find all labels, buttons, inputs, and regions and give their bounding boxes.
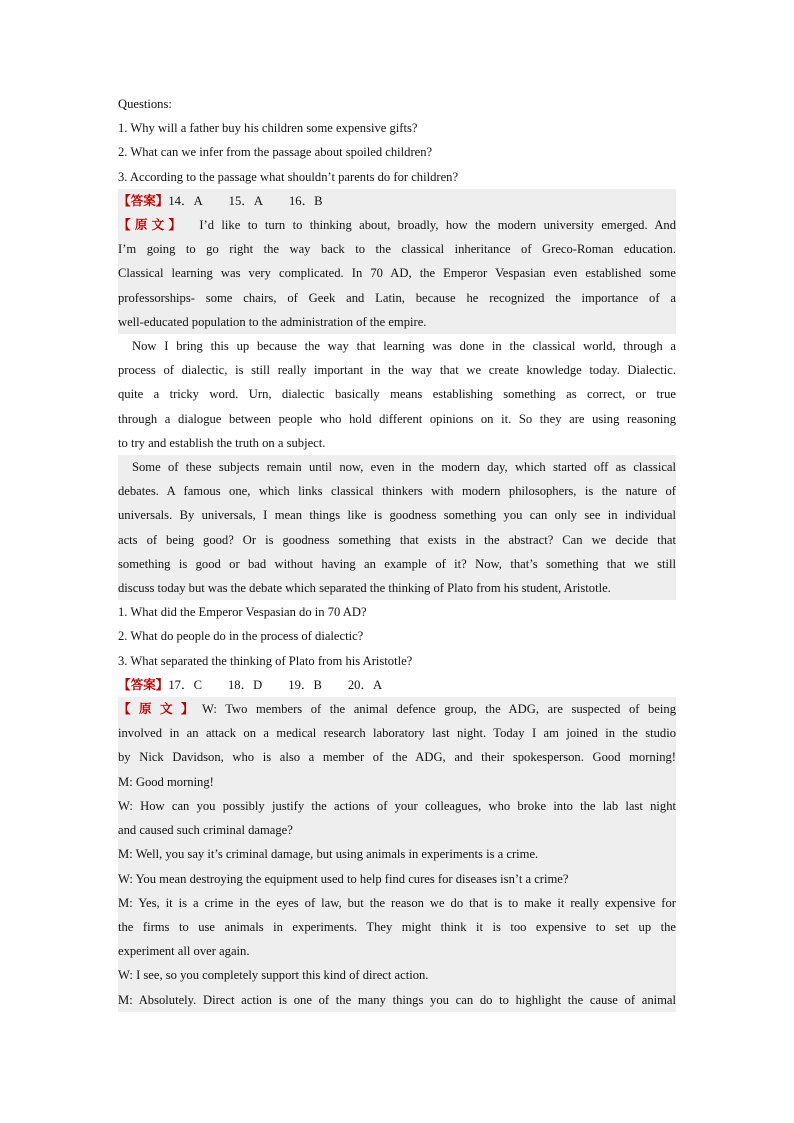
answer-item: 15．A — [228, 193, 263, 208]
transcript-line: experiment all over again. — [118, 939, 676, 963]
transcript-line: 【原文】 I’d like to turn to thinking about, broadly, how the modern university emerged. And — [118, 213, 676, 237]
transcript-line: and caused such criminal damage? — [118, 818, 676, 842]
transcript-line: M: Absolutely. Direct action is one of the many things you can do to highlight the cause of animal — [118, 988, 676, 1012]
transcript-line: quite a tricky word. Urn, dialectic basically means establishing something as correct, or true — [118, 387, 676, 402]
transcript-line: Some of these subjects remain until now, even in the modern day, which started off as classical — [118, 455, 676, 479]
question-line: 1. Why will a father buy his children some expensive gifts? — [118, 121, 418, 136]
transcript-line: process of dialectic, is still really important in the way that we create knowledge today. Dialectic. — [118, 363, 676, 378]
answer-item: 17．C — [168, 677, 202, 692]
transcript-line: Classical learning was very complicated. In 70 AD, the Emperor Vespasian even established some — [118, 261, 676, 285]
transcript-line: W: How can you possibly justify the actions of your colleagues, who broke into the lab last night — [118, 794, 676, 818]
answer-tag: 【答案】 — [118, 676, 169, 692]
question-line: 1. What did the Emperor Vespasian do in 70 AD? — [118, 605, 367, 620]
transcript-line: 【原文】W: Two members of the animal defence group, the ADG, are suspected of being — [118, 697, 676, 721]
transcript-line: acts of being good? Or is goodness something that exists in the abstract? Can we decide that — [118, 528, 676, 552]
question-line: 2. What do people do in the process of dialectic? — [118, 629, 364, 644]
transcript-tag: 【原文】 — [118, 217, 186, 233]
document-body — [118, 92, 676, 1012]
answer-line-1 — [118, 189, 676, 213]
question-line: 3. What separated the thinking of Plato from his Aristotle? — [118, 653, 413, 668]
transcript-line: M: Yes, it is a crime in the eyes of law, but the reason we do that is to make it really expensive for — [118, 891, 676, 915]
transcript-line: M: Well, you say it’s criminal damage, but using animals in experiments is a crime. — [118, 842, 676, 866]
transcript-line: involved in an attack on a medical research laboratory last night. Today I am joined in the studio — [118, 721, 676, 745]
transcript-line: Now I bring this up because the way that learning was done in the classical world, through a — [132, 339, 676, 354]
answer-item: 18．D — [227, 677, 263, 692]
transcript-line: W: I see, so you completely support this kind of direct action. — [118, 963, 676, 987]
questions-label: Questions: — [118, 97, 172, 111]
answer-item: 14．A — [168, 193, 203, 208]
transcript-line: M: Good morning! — [118, 770, 676, 794]
transcript-line: well-educated population to the administration of the empire. — [118, 310, 676, 334]
answer-tag: 【答案】 — [118, 192, 169, 208]
transcript-line: professorships- some chairs, of Geek and Latin, because he recognized the importance of a — [118, 286, 676, 310]
answer-item: 20．A — [347, 677, 383, 692]
transcript-line: something is good or bad without having an example of it? Now, that’s something that we still — [118, 552, 676, 576]
transcript-line: discuss today but was the debate which separated the thinking of Plato from his student, Aristotle. — [118, 576, 676, 600]
question-line: 2. What can we infer from the passage about spoiled children? — [118, 145, 433, 160]
answer-line-2 — [118, 673, 676, 697]
transcript-line: debates. A famous one, which links classical thinkers with modern philosophers, is the nature of — [118, 479, 676, 503]
transcript-line: to try and establish the truth on a subject. — [118, 435, 326, 450]
transcript-line: universals. By universals, I mean things like is goodness something you can only see in individual — [118, 503, 676, 527]
transcript-line: through a dialogue between people who hold different opinions on it. So they are using reasoning — [118, 411, 676, 426]
transcript-line: by Nick Davidson, who is also a member of the ADG, and their spokesperson. Good morning! — [118, 745, 676, 769]
transcript-line: I’m going to go right the way back to the classical inheritance of Greco-Roman education. — [118, 237, 676, 261]
transcript-tag: 【原文】 — [118, 701, 202, 717]
question-line: 3. According to the passage what shouldn’t parents do for children? — [118, 169, 459, 184]
transcript-line: the firms to use animals in experiments. They might think it is too expensive to set up the — [118, 915, 676, 939]
answer-item: 16．B — [288, 193, 323, 208]
answer-item: 19．B — [288, 677, 322, 692]
transcript-line: W: You mean destroying the equipment used to help find cures for diseases isn’t a crime? — [118, 867, 676, 891]
